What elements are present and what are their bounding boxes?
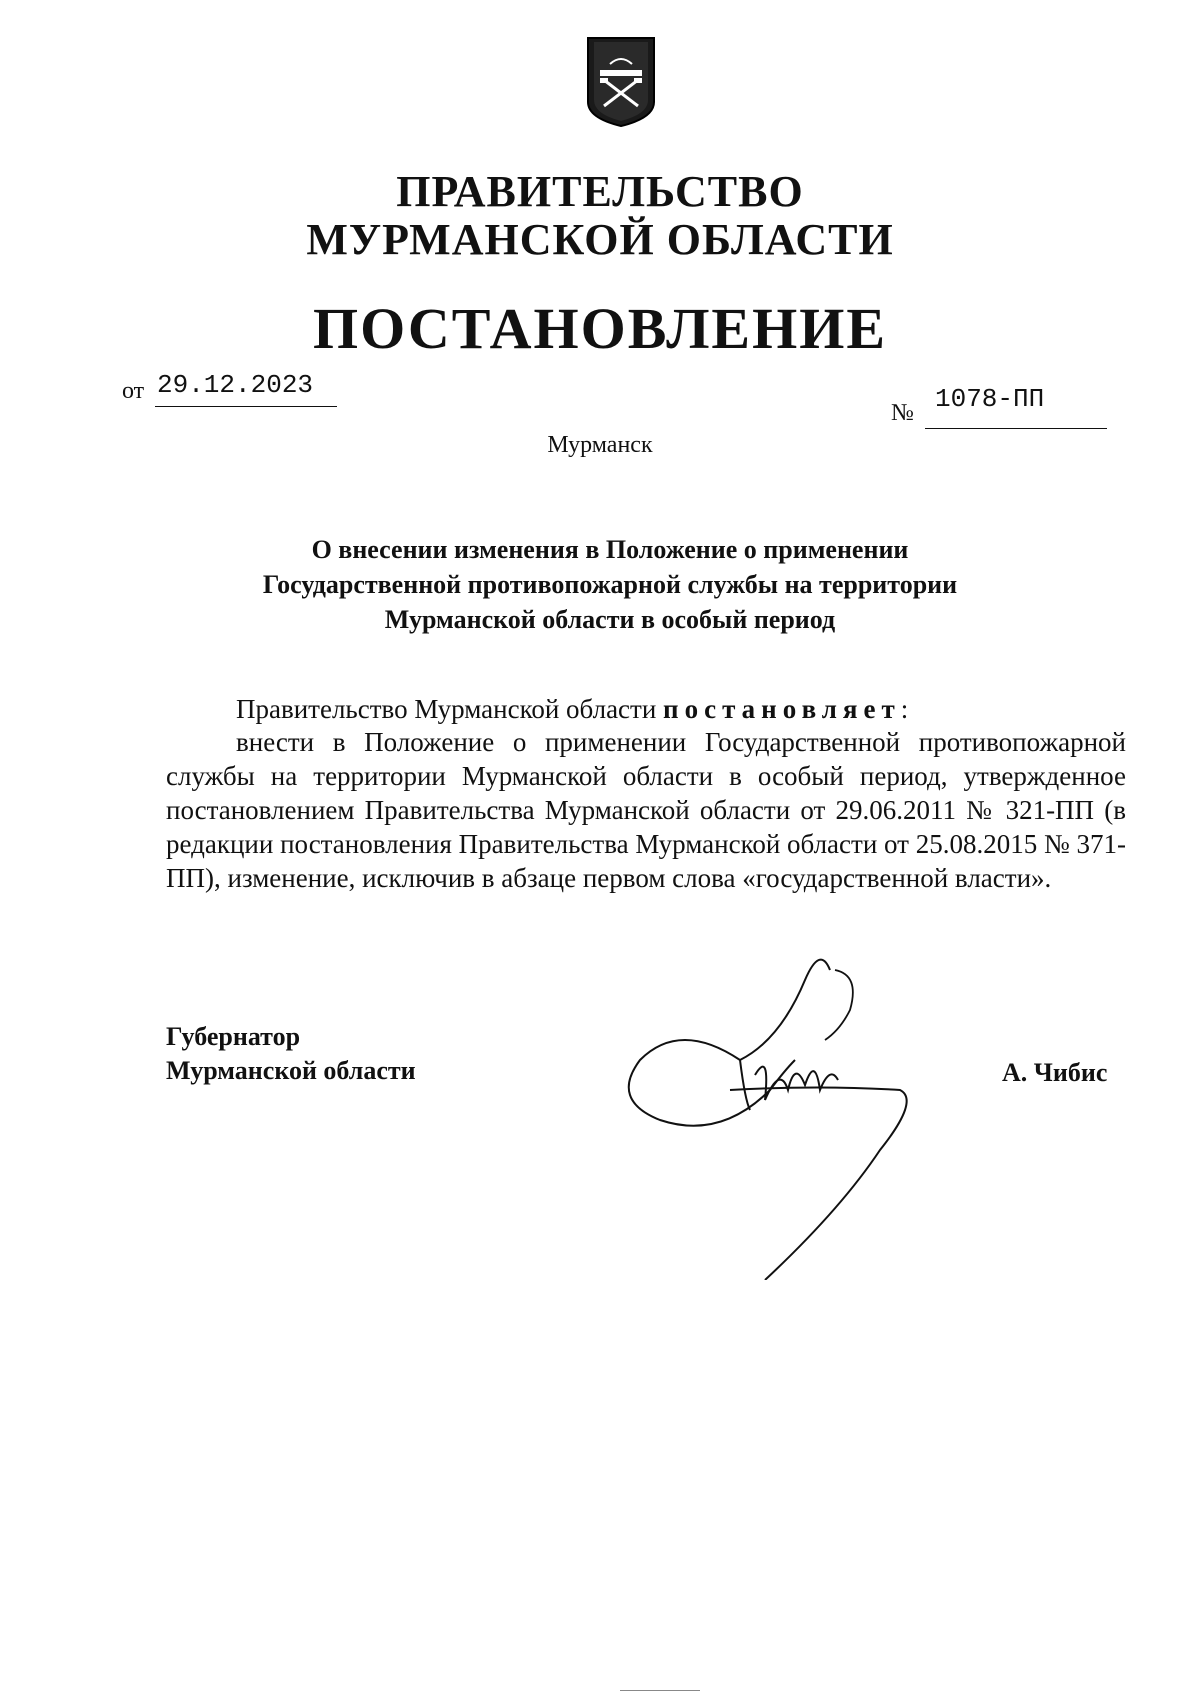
number-prefix: №	[891, 400, 914, 426]
handwritten-signature-icon	[620, 950, 940, 1280]
signer-title-line-2: Мурманской области	[166, 1056, 416, 1085]
document-number: 1078-ПП	[935, 384, 1045, 414]
date-prefix: от	[122, 378, 145, 404]
signer-title-line-1: Губернатор	[166, 1022, 301, 1051]
subject-line-2: Государственной противопожарной службы на территории	[262, 570, 958, 599]
document-date: 29.12.2023	[157, 370, 314, 400]
date-underline	[155, 406, 337, 407]
subject-line-1: О внесении изменения в Положение о применении	[311, 535, 909, 564]
number-underline	[925, 428, 1107, 429]
org-name-line-1: ПРАВИТЕЛЬСТВО	[396, 167, 804, 216]
signer-name: А. Чибис	[1002, 1058, 1108, 1087]
resolution-subject: Правительство Мурманской области	[236, 694, 657, 724]
resolution-line	[236, 694, 908, 725]
document-subject	[220, 532, 1000, 637]
org-name-line-2: МУРМАНСКОЙ ОБЛАСТИ	[306, 215, 894, 264]
footer-divider	[620, 1690, 700, 1691]
coat-of-arms-icon	[580, 30, 662, 130]
document-city: Мурманск	[547, 432, 653, 458]
subject-line-3: Мурманской области в особый период	[384, 605, 836, 634]
resolution-colon: :	[900, 694, 909, 724]
document-type-title: ПОСТАНОВЛЕНИЕ	[312, 296, 888, 361]
signer-title	[166, 1020, 416, 1088]
resolution-verb: постановляет	[663, 694, 901, 724]
body-paragraph	[166, 725, 1126, 895]
body-paragraph-text: внести в Положение о применении Государственной противопожарной службы на территории Мурманской области в особый период, утвержденное постановлением Правительства Мурманской области от 29.06.2011 № 321-ПП (в редакции постановления Правительства Мурманской области от 25.08.2015 № 371-ПП), изменение, исключив в абзаце первом слова «государственной власти».	[166, 727, 1126, 893]
